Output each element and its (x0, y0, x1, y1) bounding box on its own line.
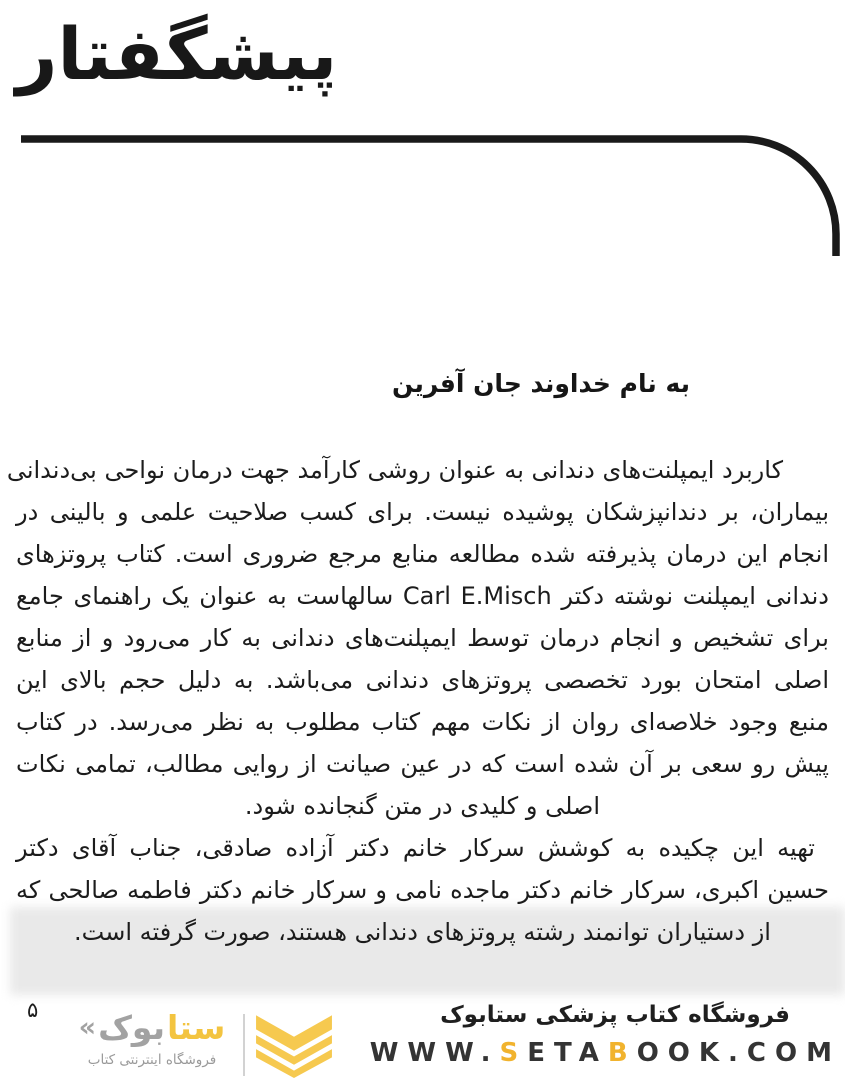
paragraph1-last-line: اصلی و کلیدی در متن گنجانده شود. (244, 792, 601, 820)
paragraph1-line: دندانی ایمپلنت نوشته دکتر Carl E.Misch سالهاست به عنوان یک راهنمای جامع (16, 582, 829, 610)
url-gold-letter-s: S (499, 1038, 528, 1068)
wordmark-guillemet: « (78, 1011, 97, 1043)
paragraph1-line: اصلی امتحان بورد تخصصی پروتزهای دندانی می‌باشد. به دلیل حجم بالای این (16, 666, 829, 694)
paragraph1-line: منبع وجود خلاصه‌ای روان از نکات مهم کتاب مطلوب به نظر می‌رسد. در کتاب (16, 708, 829, 736)
url-segment: OOK.COM (636, 1038, 841, 1068)
footer-store-name: فروشگاه کتاب پزشکی ستابوک (440, 1002, 790, 1028)
paragraph1-line: انجام این درمان پذیرفته شده مطالعه منابع مرجع ضروری است. کتاب پروتزهای (16, 540, 829, 568)
setabook-wordmark (68, 1004, 236, 1050)
wordmark-gold-part: ستا (167, 1007, 226, 1047)
wordmark-gray-part: بوک (98, 1007, 165, 1047)
page-title: پیشگفتار (16, 12, 338, 96)
logo-tagline: فروشگاه اینترنتی کتاب (87, 1052, 217, 1068)
body-text (6, 449, 829, 953)
header-rule-line (0, 0, 845, 270)
page-number: ۵ (27, 998, 39, 1022)
paragraph1-line: کاربرد ایمپلنت‌های دندانی به عنوان روشی کارآمد جهت درمان نواحی بی‌دندانی (6, 456, 783, 484)
url-segment: WWW. (369, 1038, 500, 1068)
paragraph2-last-line: از دستیاران توانمند رشته پروتزهای دندانی هستند، صورت گرفته است. (74, 918, 771, 946)
setabook-chevron-icon (252, 1012, 336, 1078)
url-gold-letter-b: B (607, 1038, 637, 1068)
paragraph1-line: بیماران، بر دندانپزشکان پوشیده نیست. برای کسب صلاحیت علمی و بالینی در (16, 498, 829, 526)
bismillah-heading: به نام خداوند جان آفرین (392, 369, 690, 398)
logo-divider (243, 1014, 245, 1076)
paragraph1-line: پیش رو سعی بر آن شده است که در عین صیانت از روایی مطالب، تمامی نکات (16, 750, 829, 778)
paragraph1-line: برای تشخیص و انجام درمان توسط ایمپلنت‌های دندانی به کار می‌رود و از منابع (16, 624, 829, 652)
paragraph2-line: تهیه این چکیده به کوشش سرکار خانم دکتر آزاده صادقی، جناب آقای دکتر (16, 834, 815, 862)
url-segment: ETA (527, 1038, 608, 1068)
footer-website-url (370, 1038, 841, 1068)
paragraph2-line: حسین اکبری، سرکار خانم دکتر ماجده نامی و سرکار خانم دکتر فاطمه صالحی که (16, 876, 829, 904)
